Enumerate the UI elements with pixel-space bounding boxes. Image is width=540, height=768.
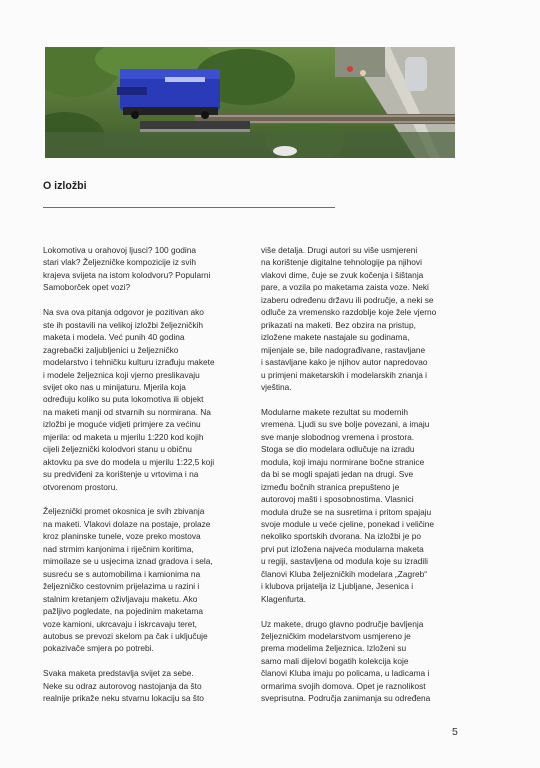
right-text-column (261, 244, 471, 717)
text-line: realnije prikaže neku stvarnu lokaciju sa što (43, 693, 204, 704)
car-shape (405, 57, 427, 91)
text-line: Neke su odraz autorovog nastojanja da što (43, 680, 202, 691)
page-number: 5 (452, 726, 458, 738)
text-line: maketa i modela. Već punih 40 godina (43, 332, 185, 343)
text-line: pokazivače smjera po potrebi. (43, 643, 154, 654)
text-line: Samoborček opet vozi? (43, 282, 131, 293)
text-line: ormarima svojih domova. Opet je raznolikost (261, 680, 426, 691)
text-line: sveprisutna. Područja zanimanja su određena (261, 693, 431, 704)
text-line: izložbi je moguće vidjeti primjere za većinu (43, 419, 201, 430)
text-line: krajeva svijeta na istom kolodvoru? Popularni (43, 269, 211, 280)
title-divider (43, 207, 335, 208)
text-line: da bi se mogli spajati jedan na drugi. Sve (261, 469, 414, 480)
text-line: izložene makete nastajale su godinama, (261, 332, 410, 343)
text-line: i sastavljane kako je njihov autor napredovao (261, 357, 428, 368)
text-line: Klagenfurta. (261, 593, 306, 604)
left-text-column (43, 244, 251, 717)
text-line: mimoilaze se u usjecima iznad gradova i sela, (43, 556, 213, 567)
text-line: stari vlak? Željezničke kompozicije iz svih (43, 257, 197, 268)
text-line: Stoga se dio modelara odlučuje na izradu (261, 444, 415, 455)
section-title: O izložbi (43, 180, 87, 192)
header-photo (45, 47, 455, 158)
text-line: vlakovi dime, čuje se zvuk kočenja i šištanja (261, 269, 424, 280)
text-line: voze kamioni, ukrcavaju i iskrcavaju teret, (43, 618, 197, 629)
text-line: kroz planinske tunele, voze preko mostova (43, 531, 201, 542)
text-line: otvorenom prostoru. (43, 481, 118, 492)
text-line: nekoliko sportskih dvorana. Na izložbi je po (261, 531, 422, 542)
paragraph (43, 667, 251, 704)
text-line: članovi Kluba imaju po policama, u ladicama i (261, 668, 430, 679)
text-line: pažljivo pogledate, na pojedinim maketama (43, 606, 204, 617)
text-line: modelarstvo i tehničku kulturu izrađuju makete (43, 357, 215, 368)
paragraph (261, 244, 471, 393)
text-line: Lokomotiva u orahovoj ljusci? 100 godina (43, 245, 197, 255)
text-line: izaberu određenu državu ili područje, a neki se (261, 294, 434, 305)
locomotive-shape (117, 69, 220, 119)
text-line: modula druže se na susretima i pritom spajaju (261, 506, 432, 517)
text-line: vještina. (261, 381, 292, 392)
paragraph (261, 406, 471, 605)
text-line: svoje module u veće cjeline, ponekad i veličine (261, 518, 435, 529)
text-line: u regiji, sastavljena od modula koje su izradili (261, 556, 428, 567)
text-line: Željeznički promet okosnica je svih zbivanja (43, 506, 205, 517)
text-line: i modele željeznica koji vjerno preslikavaju (43, 369, 200, 380)
text-line: Modularne makete rezultat su modernih (261, 406, 409, 417)
paragraph (43, 306, 251, 493)
paragraph (261, 618, 471, 705)
text-line: stalnim kretanjem oživljavaju maketu. Ako (43, 593, 198, 604)
text-line: na korištenje digitalne tehnologije pa njihovi (261, 257, 422, 268)
text-line: cijeli željeznički kolodvori stanu u običnu (43, 444, 192, 455)
text-line: svijet oko nas u minijaturu. Mjerila koja (43, 381, 186, 392)
text-line: prikazati na maketi. Bez obzira na pristup, (261, 319, 416, 330)
text-line: sve manje slobodnog vremena i prostora. (261, 431, 415, 442)
text-line: prema modelima željeznica. Izloženi su (261, 643, 407, 654)
text-line: zagrebački zaljubljenici u željezničko (43, 344, 179, 355)
text-line: na maketi. Vlakovi dolaze na postaje, prolaze (43, 518, 211, 529)
text-line: Uz makete, drugo glavno područje bavljenja (261, 618, 424, 629)
text-line: pare, a vozila po maketama zaista voze. Neki (261, 282, 429, 293)
text-line: željezničkim modelarstvom usmjereno je (261, 631, 411, 642)
text-line: Svaka maketa predstavlja svijet za sebe. (43, 668, 194, 679)
text-line: određuju koliko su puta lokomotiva ili objekt (43, 394, 204, 405)
text-line: više detalja. Drugi autori su više usmjereni (261, 245, 418, 255)
text-line: modula, koji imaju normirane bočne stranice (261, 456, 425, 467)
text-line: vremena. Ljudi su sve bolje povezani, a imaju (261, 419, 430, 430)
text-line: u primjeni maketarskih i modelarskih znanja i (261, 369, 428, 380)
text-line: su predviđeni za korištenje u vrtovima i na (43, 469, 199, 480)
text-line: članovi Kluba željezničkih modelara „Zagreb“ (261, 568, 428, 579)
text-line: i klubova prijatelja iz Ljubljane, Jesenica i (261, 581, 414, 592)
text-line: mijenjale se, bile nadograđivane, rastavljane (261, 344, 426, 355)
text-line: prvi put izložena najveća modularna maketa (261, 543, 424, 554)
model-railway-illustration (45, 47, 455, 158)
text-line: između bočnih stranica prepušteno je (261, 481, 400, 492)
paragraph (43, 505, 251, 654)
text-line: susreću se s automobilima i kamionima na (43, 568, 201, 579)
text-line: željezničko cestovnim prijelazima u razini i (43, 581, 200, 592)
text-line: aktovku pa sve do modela u mjerilu 1:22,5 koji (43, 456, 215, 467)
text-line: samo mali dijelovi bogatih kolekcija koje (261, 655, 409, 666)
text-line: autorovoj mašti i sposobnostima. Vlasnici (261, 494, 414, 505)
text-line: Na sva ova pitanja odgovor je pozitivan ako (43, 307, 204, 318)
text-line: odluče za vremensko razdoblje koje žele vjerno (261, 307, 437, 318)
text-line: na maketi manji od stvarnih su normirana. Na (43, 406, 211, 417)
text-line: nad strmim kanjonima i riječnim koritima, (43, 543, 194, 554)
text-line: autobus se prevozi skelom pa čak i uključuje (43, 631, 208, 642)
text-line: mjerila: od maketa u mjerilu 1:220 kod kojih (43, 431, 204, 442)
paragraph (43, 244, 251, 294)
text-line: ste ih postavili na velikoj izložbi željezničkih (43, 319, 203, 330)
